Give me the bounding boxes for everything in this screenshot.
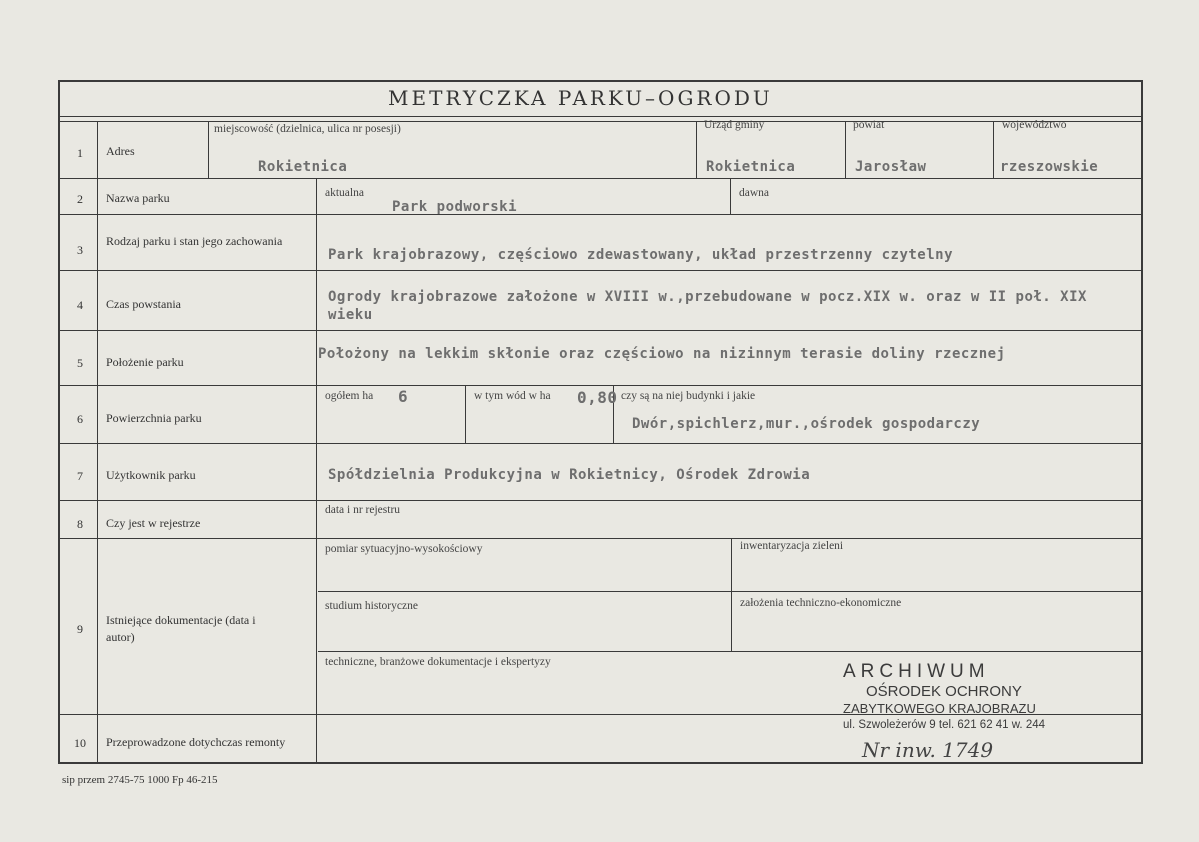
column-divider [731,538,732,651]
water-area-caption: w tym wód w ha [474,390,551,402]
current-name-value: Park podworski [392,199,518,215]
column-divider [97,121,98,763]
area-label: Powierzchnia parku [106,411,202,425]
county-value: Jarosław [855,159,927,175]
inventory-caption: inwentaryzacja zieleni [740,540,844,552]
row-divider [318,591,1142,592]
water-area-value: 0,80 [577,388,618,407]
row-divider [60,385,1142,386]
column-divider [465,385,466,443]
county-caption: powiat [853,119,885,131]
row-divider [60,538,1142,539]
row-divider [60,330,1142,331]
row-number: 1 [77,146,83,160]
province-caption: województwo [1002,119,1067,131]
documentation-label: Istniejące dokumentacje (data i autor) [106,613,256,644]
former-name-caption: dawna [739,187,770,199]
economic-caption: założenia techniczno-ekonomiczne [740,597,902,609]
row-number: 9 [77,622,83,636]
row-divider [60,270,1142,271]
column-divider [730,178,731,214]
row-number: 7 [77,469,83,483]
location-value: Położony na lekkim skłonie oraz częściowo na nizinnym terasie doliny rzecznej [318,346,1006,362]
row-divider [60,121,1142,122]
form-title: METRYCZKA PARKU–OGRODU [388,86,773,110]
archive-stamp-line: ZABYTKOWEGO KRAJOBRAZU [843,701,1036,716]
total-area-value: 6 [398,387,409,406]
commune-value: Rokietnica [706,159,796,175]
row-divider [318,651,1142,652]
row-number: 8 [77,517,83,531]
column-divider [993,121,994,178]
commune-caption: Urząd gminy [704,119,765,131]
column-divider [208,121,209,178]
current-name-caption: aktualna [325,187,364,199]
row-number: 2 [77,192,83,206]
survey-caption: pomiar sytuacyjno-wysokościowy [325,543,483,555]
row-divider [60,500,1142,501]
archive-stamp-line: OŚRODEK OCHRONY [866,683,1022,700]
buildings-value: Dwór,spichlerz,mur.,ośrodek gospodarczy [632,416,981,432]
location-label: Położenie parku [106,355,184,369]
row-divider [60,214,1142,215]
buildings-caption: czy są na niej budynki i jakie [621,390,756,402]
row-number: 3 [77,243,83,257]
history-caption: studium historyczne [325,600,418,612]
park-name-label: Nazwa parku [106,191,170,205]
repairs-label: Przeprowadzone dotychczas remonty [106,735,286,749]
archive-stamp-address: ul. Szwoleżerów 9 tel. 621 62 41 w. 244 [843,719,1046,731]
column-divider [696,121,697,178]
row-number: 6 [77,412,83,426]
inventory-number-handwritten: Nr inw. 1749 [862,738,994,762]
row-divider [60,178,1142,179]
user-label: Użytkownik parku [106,468,196,482]
row-number: 10 [74,736,86,750]
locality-value: Rokietnica [258,159,348,175]
archive-stamp-title: ARCHIWUM [843,661,990,682]
creation-time-label: Czas powstania [106,297,181,311]
locality-caption: miejscowość (dzielnica, ulica nr posesji) [214,123,401,135]
row-number: 5 [77,356,83,370]
creation-time-value: Ogrody krajobrazowe założone w XVIII w.,przebudowane w pocz.XIX w. oraz w II poł. XIX wieku [328,289,1087,323]
register-date-caption: data i nr rejestru [325,504,401,516]
print-footer: sip przem 2745-75 1000 Fp 46-215 [62,774,218,786]
row-divider [60,116,1142,117]
address-label: Adres [106,144,135,158]
column-divider [845,121,846,178]
register-label: Czy jest w rejestrze [106,516,201,530]
row-number: 4 [77,298,83,312]
technical-caption: techniczne, branżowe dokumentacje i ekspertyzy [325,656,551,668]
row-divider [60,443,1142,444]
column-divider [316,178,317,763]
park-type-value: Park krajobrazowy, częściowo zdewastowany, układ przestrzenny czytelny [328,247,954,263]
province-value: rzeszowskie [1000,159,1099,175]
park-type-label: Rodzaj parku i stan jego zachowania [106,234,283,248]
user-value: Spółdzielnia Produkcyjna w Rokietnicy, Ośrodek Zdrowia [328,467,811,483]
total-area-caption: ogółem ha [325,390,374,402]
